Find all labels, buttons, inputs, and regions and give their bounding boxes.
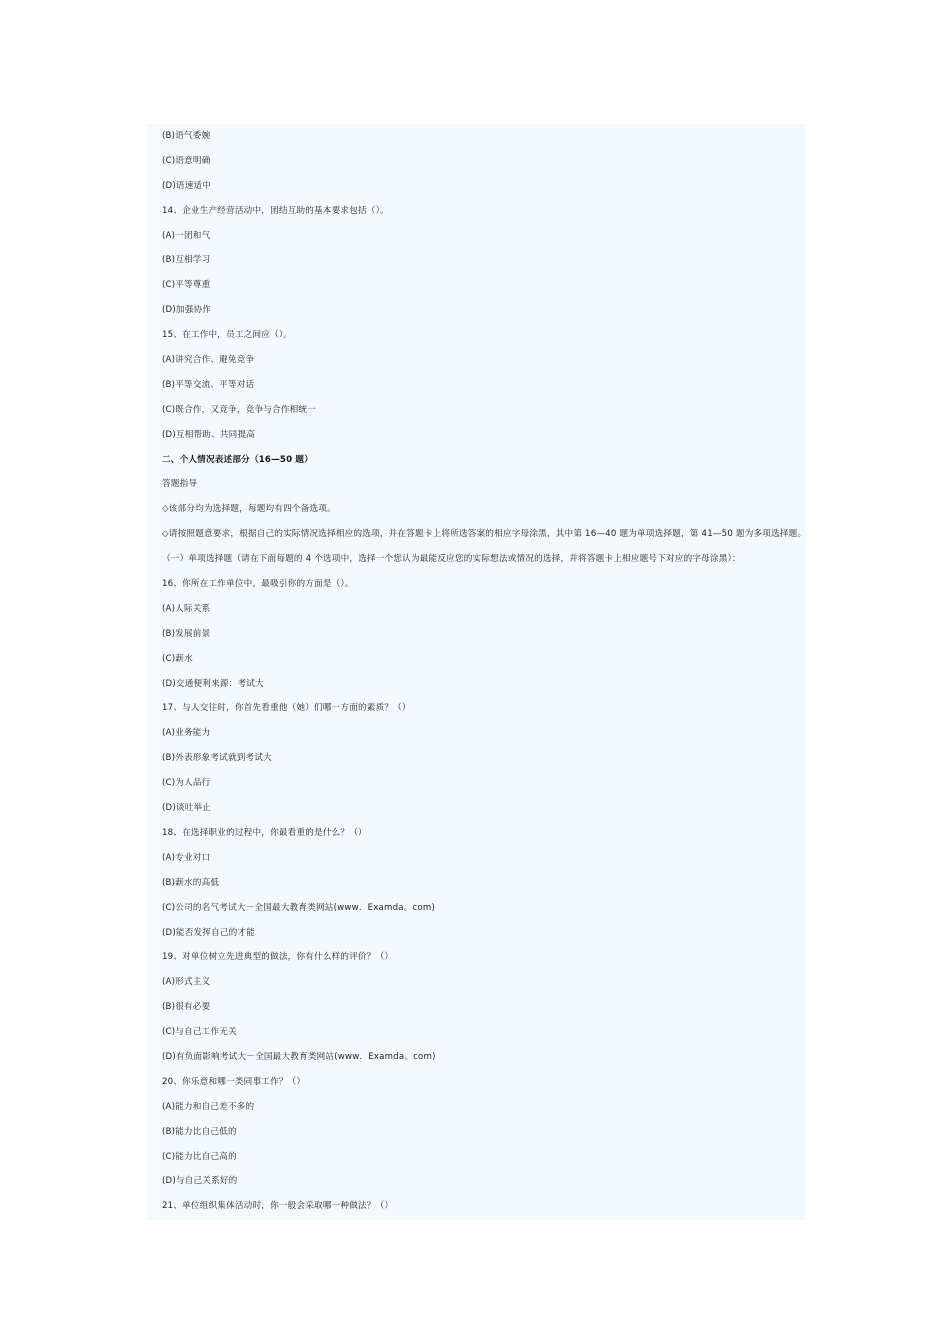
text-line: (B)互相学习 — [162, 255, 211, 266]
text-line: 16、你所在工作单位中，最吸引你的方面是（）。 — [162, 579, 354, 590]
text-line: (C)能力比自己高的 — [162, 1151, 237, 1162]
text-line: （一）单项选择题（请在下面每题的 4 个选项中，选择一个您认为最能反应您的实际想法或情况的选择，并将答题卡上相应题号下对应的字母涂黑）： — [162, 554, 741, 565]
text-line: (D)交通便利来源：考试大 — [162, 678, 264, 689]
text-line: (C)与自己工作无关 — [162, 1027, 237, 1038]
text-line: 20、你乐意和哪一类同事工作？（） — [162, 1076, 306, 1087]
text-line: 15、在工作中，员工之间应（）。 — [162, 330, 293, 341]
text-line: (A)专业对口 — [162, 852, 211, 863]
text-line: (C)语意明确 — [162, 155, 211, 166]
text-line: 答题指导 — [162, 479, 198, 490]
text-line: (A)一团和气 — [162, 230, 211, 241]
text-line: (D)加强协作 — [162, 305, 212, 316]
text-line: (A)人际关系 — [162, 603, 211, 614]
text-line: (C)公司的名气考试大－全国最大教育类网站(www．Examda。com) — [162, 902, 436, 913]
text-line: 19、对单位树立先进典型的做法，你有什么样的评价？（） — [162, 952, 394, 963]
text-line: (A)形式主义 — [162, 977, 211, 988]
text-line: (A)业务能力 — [162, 728, 211, 739]
text-line: (A)能力和自己差不多的 — [162, 1101, 255, 1112]
document-body — [162, 128, 807, 1223]
text-line: (B)外表形象考试就到考试大 — [162, 753, 272, 764]
text-line: (A)讲究合作、避免竞争 — [162, 355, 255, 366]
text-line: (B)平等交流、平等对话 — [162, 379, 255, 390]
text-line: ◇该部分均为选择题，每题均有四个备选项。 — [162, 504, 336, 515]
text-line: (B)能力比自己低的 — [162, 1126, 237, 1137]
text-line: (D)语速适中 — [162, 180, 212, 191]
text-line: (D)能否发挥自己的才能 — [162, 927, 256, 938]
text-line: (B)发展前景 — [162, 628, 211, 639]
text-line: 18、在选择职业的过程中，你最看重的是什么？（） — [162, 827, 367, 838]
text-line: (B)语气委婉 — [162, 131, 211, 141]
text-line: (D)谈吐举止 — [162, 803, 212, 814]
text-line: (D)有负面影响考试大－全国最大教育类网站(www．Examda。com) — [162, 1051, 436, 1062]
text-line: (C)为人品行 — [162, 778, 211, 789]
text-line: (C)薪水 — [162, 653, 193, 664]
text-line: 17、与人交往时，你首先看重他（她）们哪一方面的素质？（） — [162, 703, 411, 714]
text-line: (D)与自己关系好的 — [162, 1176, 238, 1187]
text-line: 14、企业生产经营活动中，团结互助的基本要求包括（）。 — [162, 205, 389, 216]
text-line: (B)薪水的高低 — [162, 877, 220, 888]
text-line: 21、单位组织集体活动时，你一般会采取哪一种做法？（） — [162, 1201, 394, 1212]
text-line: (B)很有必要 — [162, 1002, 211, 1013]
text-line: (C)既合作，又竞争，竞争与合作相统一 — [162, 404, 317, 415]
text-line: (D)互相帮助、共同提高 — [162, 429, 256, 440]
text-line: (C)平等尊重 — [162, 280, 211, 291]
section-heading: 二、个人情况表述部分（16—50 题） — [162, 454, 314, 465]
text-line: ◇请按照题意要求，根据自己的实际情况选择相应的选项，并在答题卡上将所选答案的相应字母涂黑，其中第 16—40 题为单项选择题，第 41—50 题为多项选择题。 — [162, 529, 807, 540]
